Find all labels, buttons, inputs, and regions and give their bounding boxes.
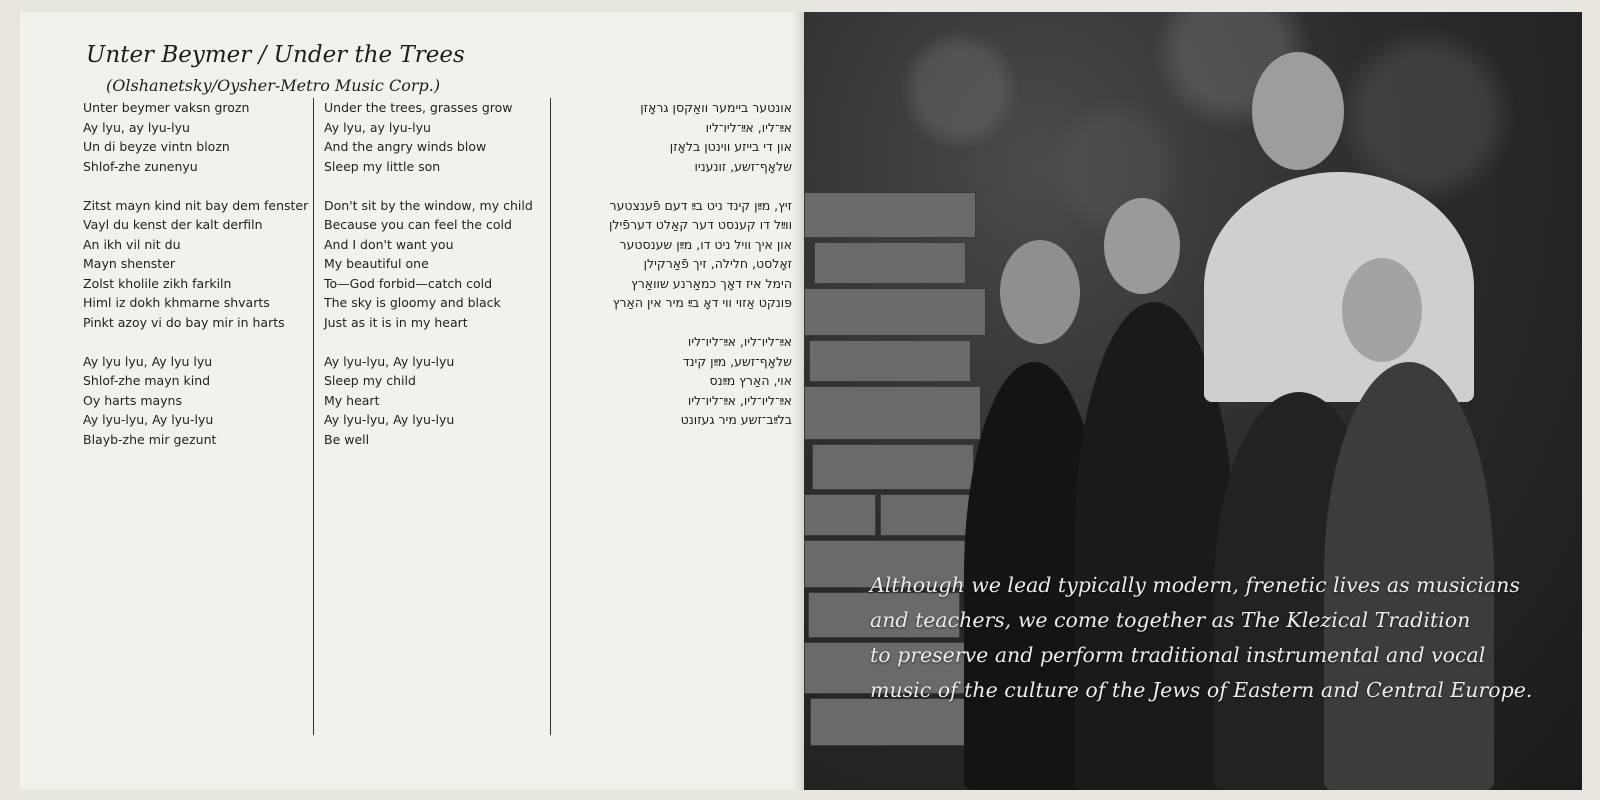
english-column [324,98,539,469]
caption-line: music of the culture of the Jews of Eastern and Central Europe. [870,678,1533,702]
stone [804,386,981,440]
lyric-line: Because you can feel the cold [324,217,512,232]
yiddish-stanza [83,352,303,450]
lyric-line: Don't sit by the window, my child [324,197,533,213]
lyric-line: אונטער ביימער וואַקסן גראָזן [640,100,792,115]
english-stanza [324,196,539,333]
lyric-line: My heart [324,392,380,408]
lyric-line: Shlof-zhe mayn kind [83,373,211,388]
lyric-line: Pinkt azoy vi do bay mir in harts [83,314,285,330]
lyric-line: ווײַל דו קענסט דער קאַלט דערפֿילן [608,217,792,232]
column-divider [550,98,551,735]
caption-line: Although we lead typically modern, frenetic lives as musicians [870,573,1520,597]
musician-woman-center-head [1104,198,1180,294]
lyric-line: בלײַב־זשע מיר געזונט [680,412,792,427]
lyric-line: אײַ־ליו־ליו, אײַ־ליו־ליו [687,334,792,349]
lyric-line: Un di beyze vintn blozn [83,139,230,154]
yiddish-column [83,98,309,469]
lyric-line: The sky is gloomy and black [324,295,501,310]
stone [804,494,876,536]
lyric-line: זאָלסט, חלילה, זיך פֿאַרקילן [643,256,792,271]
english-stanza [324,352,539,450]
yiddish-stanza [83,196,309,333]
stone [804,192,976,238]
lyric-line: און די בייזע ווינטן בלאָזן [669,139,792,154]
lyric-line: Shlof-zhe zunenyu [83,158,198,174]
lyric-line: Under the trees, grasses grow [324,100,513,115]
lyric-line: Vayl du kenst der kalt derfiln [83,217,263,232]
lyric-line: Zolst kholile zikh farkiln [83,275,232,291]
hebrew-stanza [560,98,792,176]
lyric-line: Oy harts mayns [83,392,182,408]
lyric-line: My beautiful one [324,256,429,271]
caption-line: and teachers, we come together as The Klezical Tradition [870,608,1471,632]
lyric-line: Blayb-zhe mir gezunt [83,431,217,447]
lyric-line: שלאָף־זשע, זונעניו [694,158,792,174]
lyric-line: פּונקט אַזוי ווי דאָ בײַ מיר אין האַרץ [612,295,792,310]
hebrew-script-column [560,98,792,449]
musician-flutist-head [1342,258,1422,362]
yiddish-stanza [83,98,303,176]
song-title: Unter Beymer / Under the Trees [86,42,465,68]
lyric-line: Ay lyu lyu, Ay lyu lyu [83,353,213,369]
lyric-line: Ay lyu-lyu, Ay lyu-lyu [324,353,455,369]
lyric-line: Himl iz dokh khmarne shvarts [83,295,270,310]
musician-violinist-head [1000,240,1080,344]
lyric-line: Just as it is in my heart [324,314,468,330]
musician-clarinetist-head [1252,52,1344,170]
stone [814,242,966,284]
musician-clarinetist-shirt [1204,172,1474,402]
hebrew-stanza [560,332,792,430]
lyric-line: Zitst mayn kind nit bay dem fenster [83,197,309,213]
lyric-line: אוי, האַרץ מײַנס [709,373,792,388]
lyric-line: Sleep my child [324,373,416,388]
hebrew-stanza [560,196,792,313]
lyric-line: And the angry winds blow [324,139,487,154]
caption-line: to preserve and perform traditional instrumental and vocal [870,643,1486,667]
lyric-line: און איך וויל ניט דו, מײַן שענסטער [619,236,792,252]
photo-page [804,12,1582,790]
lyric-line: And I don't want you [324,236,454,252]
stone [812,444,974,490]
lyric-line: Ay lyu, ay lyu-lyu [324,119,431,135]
column-divider [313,98,314,735]
lyrics-page [20,12,804,790]
lyric-line: אײַ־ליו־ליו, אײַ־ליו־ליו [687,392,792,408]
lyric-line: Unter beymer vaksn grozn [83,100,250,115]
lyric-line: אײַ־ליו, אײַ־ליו־ליו [705,119,792,135]
lyric-line: Be well [324,431,370,447]
lyric-line: הימל איז דאָך כמאַרנע שוואַרץ [631,275,792,291]
english-stanza [324,98,539,176]
photo-caption [870,568,1570,708]
lyric-line: זיץ, מײַן קינד ניט בײַ דעם פֿענצטער [609,197,792,213]
lyric-line: Ay lyu, ay lyu-lyu [83,119,190,135]
lyric-line: שלאָף־זשע, מײַן קינד [682,353,792,369]
song-credit: (Olshanetsky/Oysher-Metro Music Corp.) [106,76,441,95]
stone [809,340,971,382]
stone [804,288,986,336]
lyric-line: Mayn shenster [83,256,176,271]
lyric-line: Sleep my little son [324,158,441,174]
lyric-line: Ay lyu-lyu, Ay lyu-lyu [83,412,214,427]
lyric-line: To—God forbid—catch cold [324,275,493,291]
lyric-line: An ikh vil nit du [83,236,181,252]
lyric-line: Ay lyu-lyu, Ay lyu-lyu [324,412,455,427]
